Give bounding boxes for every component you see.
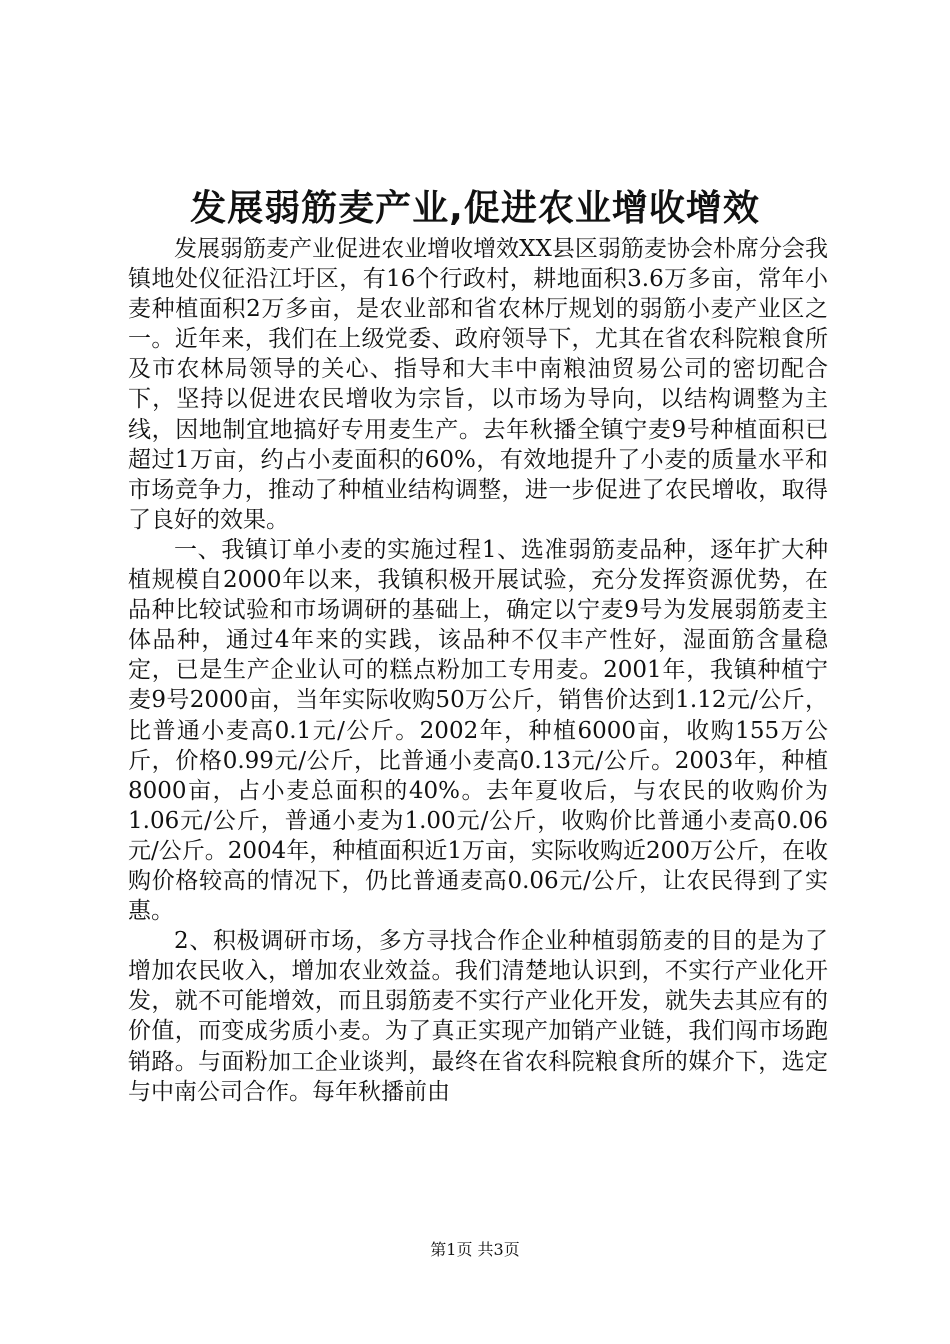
document-title: 发展弱筋麦产业,促进农业增收增效 xyxy=(190,188,760,229)
page-number-footer: 第1页 共3页 xyxy=(430,1240,520,1259)
paragraph-section-one: 一、我镇订单小麦的实施过程1、选准弱筋麦品种，逐年扩大种植规模自2000年以来，我镇积极开展试验，充分发挥资源优势，在品种比较试验和市场调研的基础上，确定以宁麦9号为发展弱筋麦主体品种，通过4年来的实践，该品种不仅丰产性好，湿面筋含量稳定，已是生产企业认可的糕点粉加工专用麦。2001年，我镇种植宁麦9号2000亩，当年实际收购50万公斤，销售价达到1.12元/公斤，比普通小麦高0.1元/公斤。2002年，种植6000亩，收购155万公斤，价格0.99元/公斤，比普通小麦高0.13元/公斤。2003年，种植8000亩，占小麦总面积的40%。去年夏收后，与农民的收购价为1.06元/公斤，普通小麦为1.00元/公斤，收购价比普通小麦高0.06元/公斤。2004年，种植面积近1万亩，实际收购近200万公斤，在收购价格较高的情况下，仍比普通麦高0.06元/公斤，让农民得到了实惠。 xyxy=(128,536,828,925)
paragraph-market-research: 2、积极调研市场，多方寻找合作企业种植弱筋麦的目的是为了增加农民收入，增加农业效益。我们清楚地认识到，不实行产业化开发，就不可能增效，而且弱筋麦不实行产业化开发，就失去其应有的价值，而变成劣质小麦。为了真正实现产加销产业链，我们闯市场跑销路。与面粉加工企业谈判，最终在省农科院粮食所的媒介下，选定与中南公司合作。每年秋播前由 xyxy=(128,928,828,1105)
document-body xyxy=(128,234,828,1107)
paragraph-intro: 发展弱筋麦产业促进农业增收增效XX县区弱筋麦协会朴席分会我镇地处仪征沿江圩区，有16个行政村，耕地面积3.6万多亩，常年小麦种植面积2万多亩，是农业部和省农林厅规划的弱筋小麦产业区之一。近年来，我们在上级党委、政府领导下，尤其在省农科院粮食所及市农林局领导的关心、指导和大丰中南粮油贸易公司的密切配合下，坚持以促进农民增收为宗旨，以市场为导向，以结构调整为主线，因地制宜地搞好专用麦生产。去年秋播全镇宁麦9号种植面积已超过1万亩，约占小麦面积的60%，有效地提升了小麦的质量水平和市场竞争力，推动了种植业结构调整，进一步促进了农民增收，取得了良好的效果。 xyxy=(128,236,828,533)
